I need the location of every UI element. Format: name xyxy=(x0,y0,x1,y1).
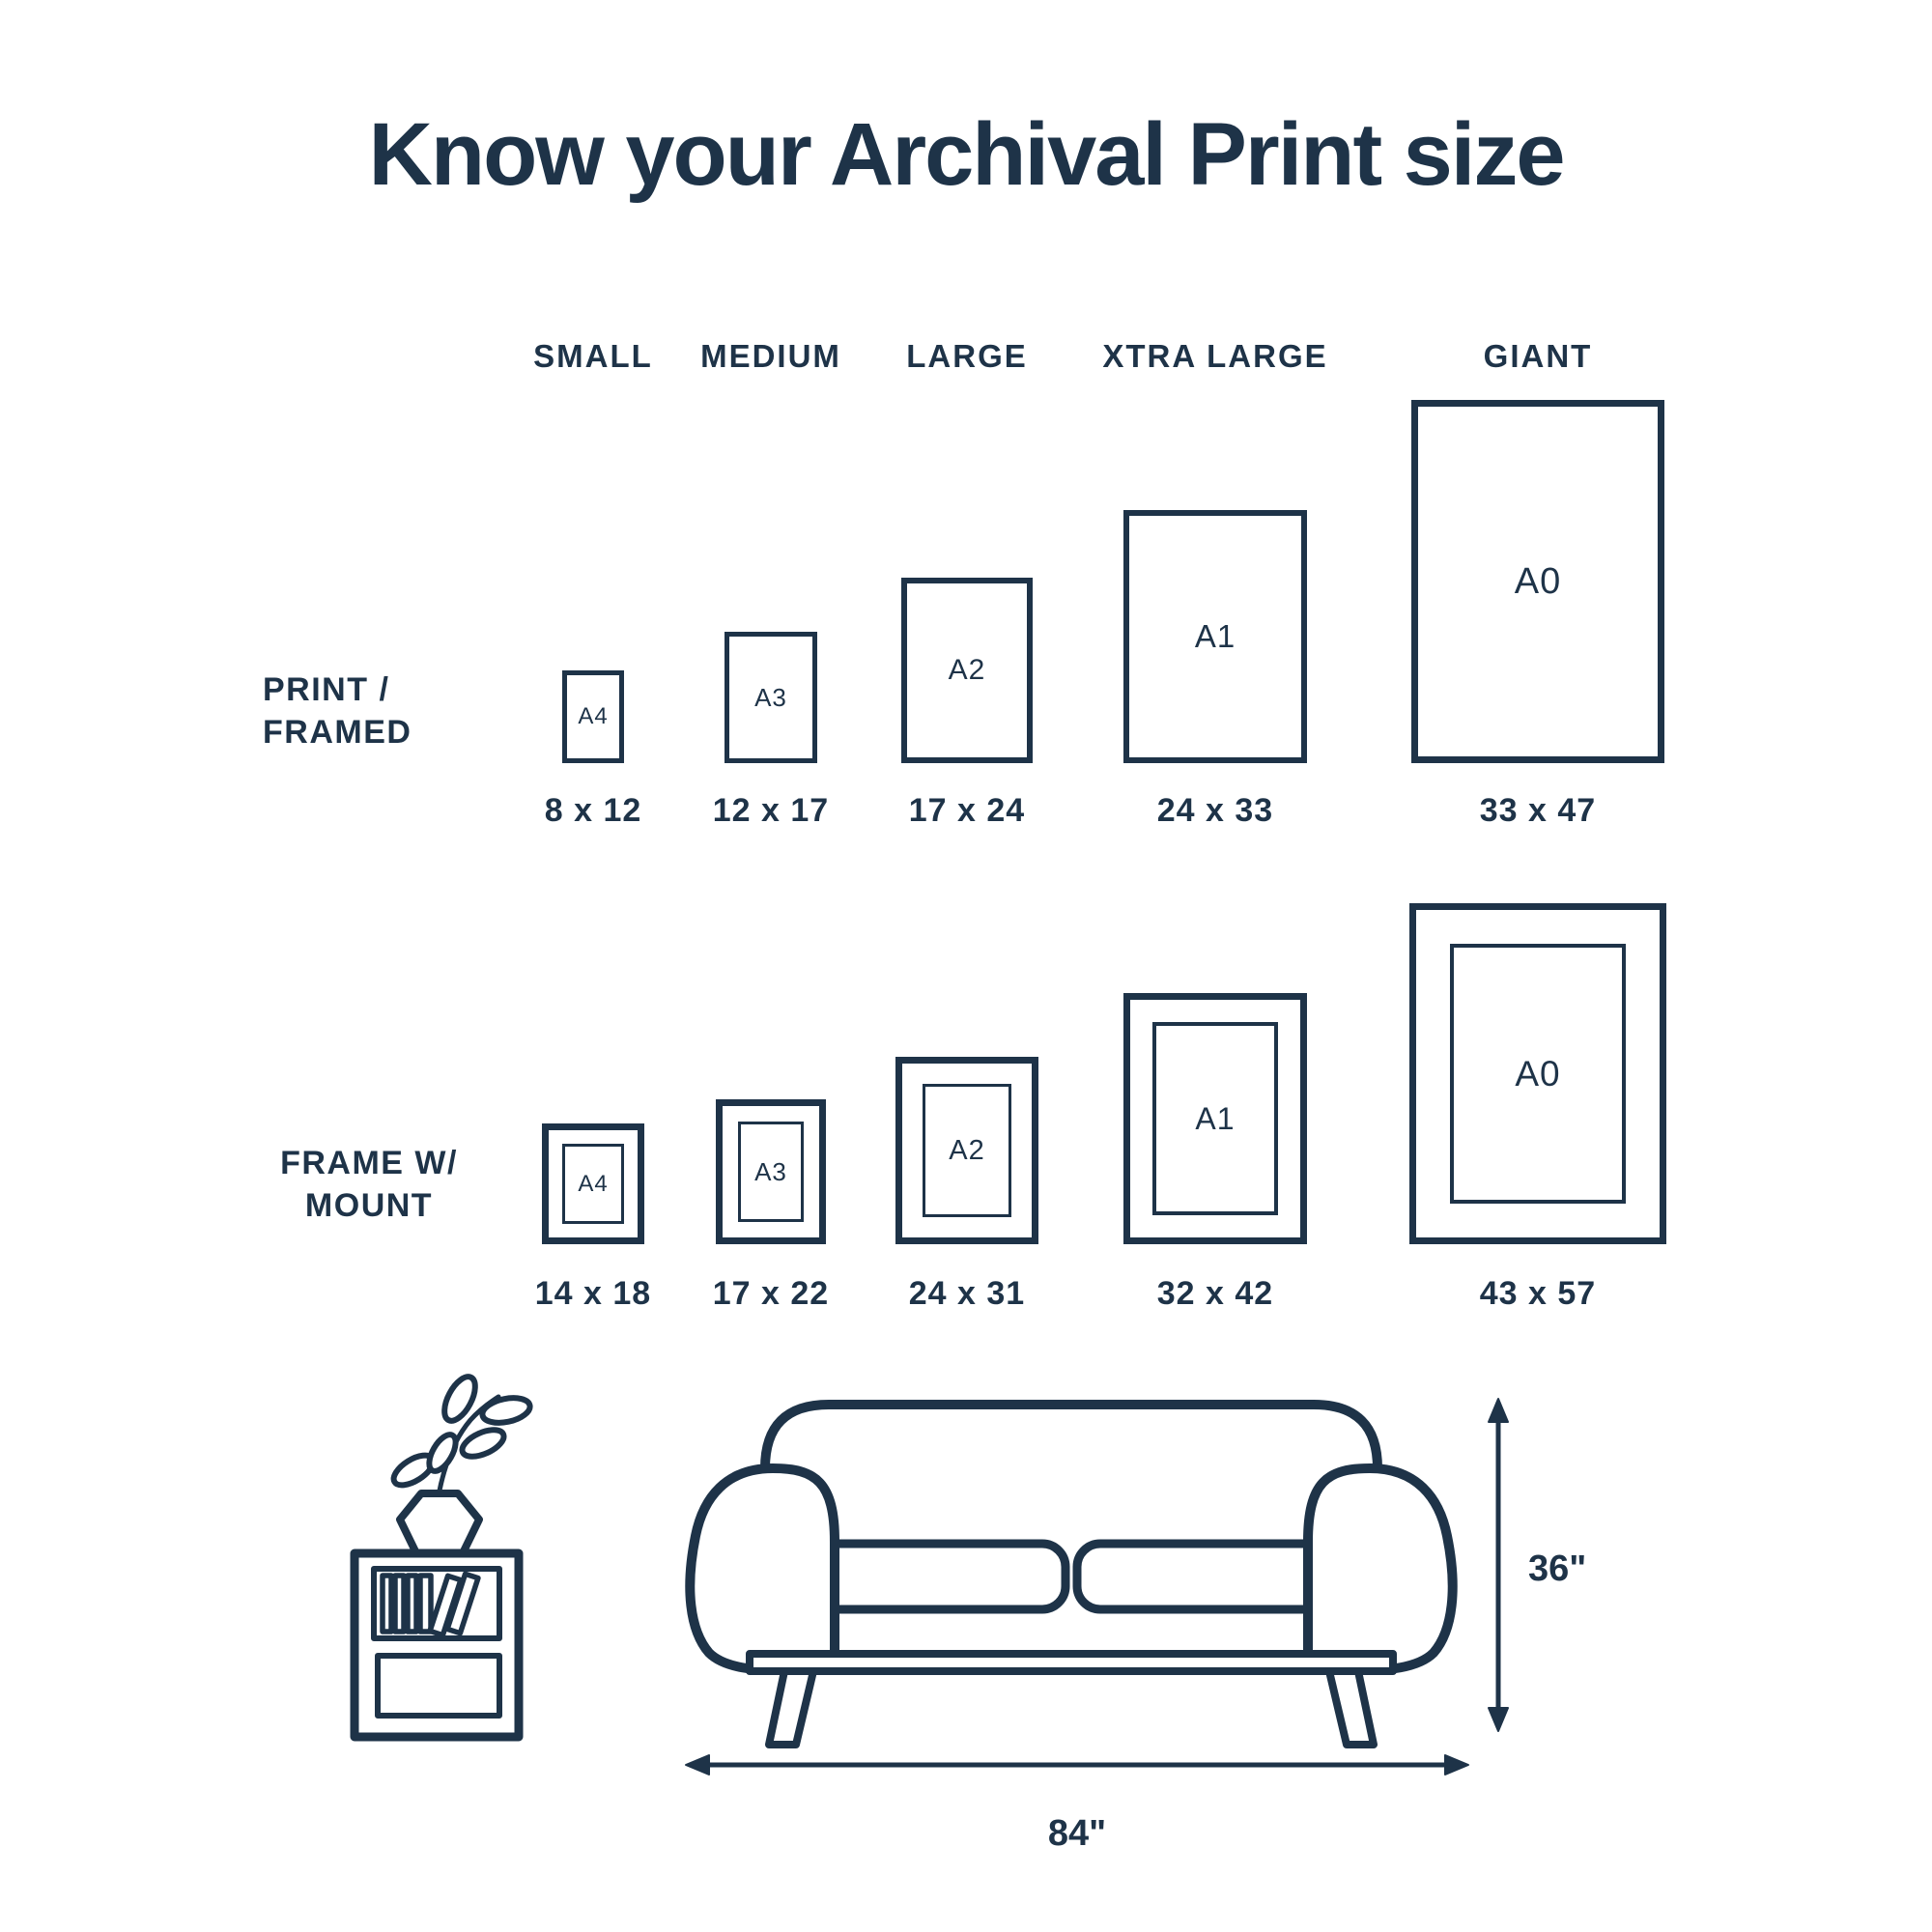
mount-size-label-giant: 43 x 57 xyxy=(1479,1275,1597,1312)
print-size-label-large: 17 x 24 xyxy=(908,792,1026,829)
books-icon xyxy=(383,1574,478,1634)
mount-frame-a4 xyxy=(542,1123,644,1244)
sofa-base xyxy=(750,1654,1393,1671)
page-title: Know your Archival Print size xyxy=(368,105,1564,204)
print-size-label-medium: 12 x 17 xyxy=(712,792,830,829)
scale-illustration xyxy=(319,1372,1613,1874)
column-header-small: SMALL xyxy=(533,338,653,374)
width-arrow-icon xyxy=(686,1755,1468,1775)
sofa-arm-left xyxy=(690,1468,835,1670)
row-label-print-line2: FRAMED xyxy=(263,714,412,751)
vase-icon xyxy=(400,1493,479,1555)
print-box-a0 xyxy=(1411,400,1664,763)
mount-frame-a2 xyxy=(895,1057,1038,1244)
mount-window xyxy=(923,1084,1011,1217)
print-box-a4 xyxy=(562,670,624,763)
sofa-back xyxy=(765,1405,1378,1662)
width-dimension-label: 84" xyxy=(1047,1813,1107,1854)
sofa-icon xyxy=(690,1405,1452,1745)
mount-frame-a1 xyxy=(1123,993,1307,1244)
row-label-print-line1: PRINT / xyxy=(263,671,390,708)
row-label-frame-mount xyxy=(253,1142,485,1227)
paper-size-label: A3 xyxy=(754,1156,787,1186)
paper-size-label: A4 xyxy=(578,1170,609,1197)
print-size-label-small: 8 x 12 xyxy=(544,792,642,829)
mount-size-label-large: 24 x 31 xyxy=(908,1275,1026,1312)
paper-size-label: A1 xyxy=(1194,618,1236,654)
sofa-leg-right xyxy=(1329,1671,1374,1745)
mount-size-label-medium: 17 x 22 xyxy=(712,1275,830,1312)
mount-window xyxy=(1152,1022,1278,1215)
paper-size-label: A2 xyxy=(948,654,986,686)
column-header-large: LARGE xyxy=(906,338,1028,374)
paper-size-label: A4 xyxy=(578,703,609,729)
paper-size-label: A0 xyxy=(1514,560,1562,602)
print-size-label-xtra-large: 24 x 33 xyxy=(1156,792,1274,829)
mount-window xyxy=(562,1144,624,1224)
side-table-icon xyxy=(355,1553,519,1737)
row-label-mount-line2: MOUNT xyxy=(304,1187,434,1224)
print-box-a1 xyxy=(1123,510,1307,763)
sofa-arm-right xyxy=(1308,1468,1453,1670)
print-box-a3 xyxy=(724,632,817,763)
plant-icon xyxy=(389,1372,532,1555)
mount-window xyxy=(738,1122,804,1222)
print-box-a2 xyxy=(901,578,1033,763)
column-header-medium: MEDIUM xyxy=(700,338,841,374)
mount-size-label-small: 14 x 18 xyxy=(534,1275,652,1312)
mount-frame-a0 xyxy=(1409,903,1666,1244)
paper-size-label: A2 xyxy=(949,1134,985,1166)
sofa-leg-left xyxy=(769,1671,813,1745)
row-label-print-framed xyxy=(263,668,412,753)
mount-size-label-xtra-large: 32 x 42 xyxy=(1156,1275,1274,1312)
paper-size-label: A0 xyxy=(1515,1053,1561,1094)
print-size-label-giant: 33 x 47 xyxy=(1479,792,1597,829)
paper-size-label: A1 xyxy=(1195,1100,1236,1136)
height-arrow-icon xyxy=(1489,1399,1508,1731)
height-dimension-label: 36" xyxy=(1528,1548,1587,1589)
mount-window xyxy=(1450,944,1626,1204)
row-label-mount-line1: FRAME W/ xyxy=(280,1145,458,1181)
column-header-xtra-large: XTRA LARGE xyxy=(1102,338,1328,374)
paper-size-label: A3 xyxy=(754,682,787,712)
mount-frame-a3 xyxy=(716,1099,826,1244)
column-header-giant: GIANT xyxy=(1483,338,1593,374)
